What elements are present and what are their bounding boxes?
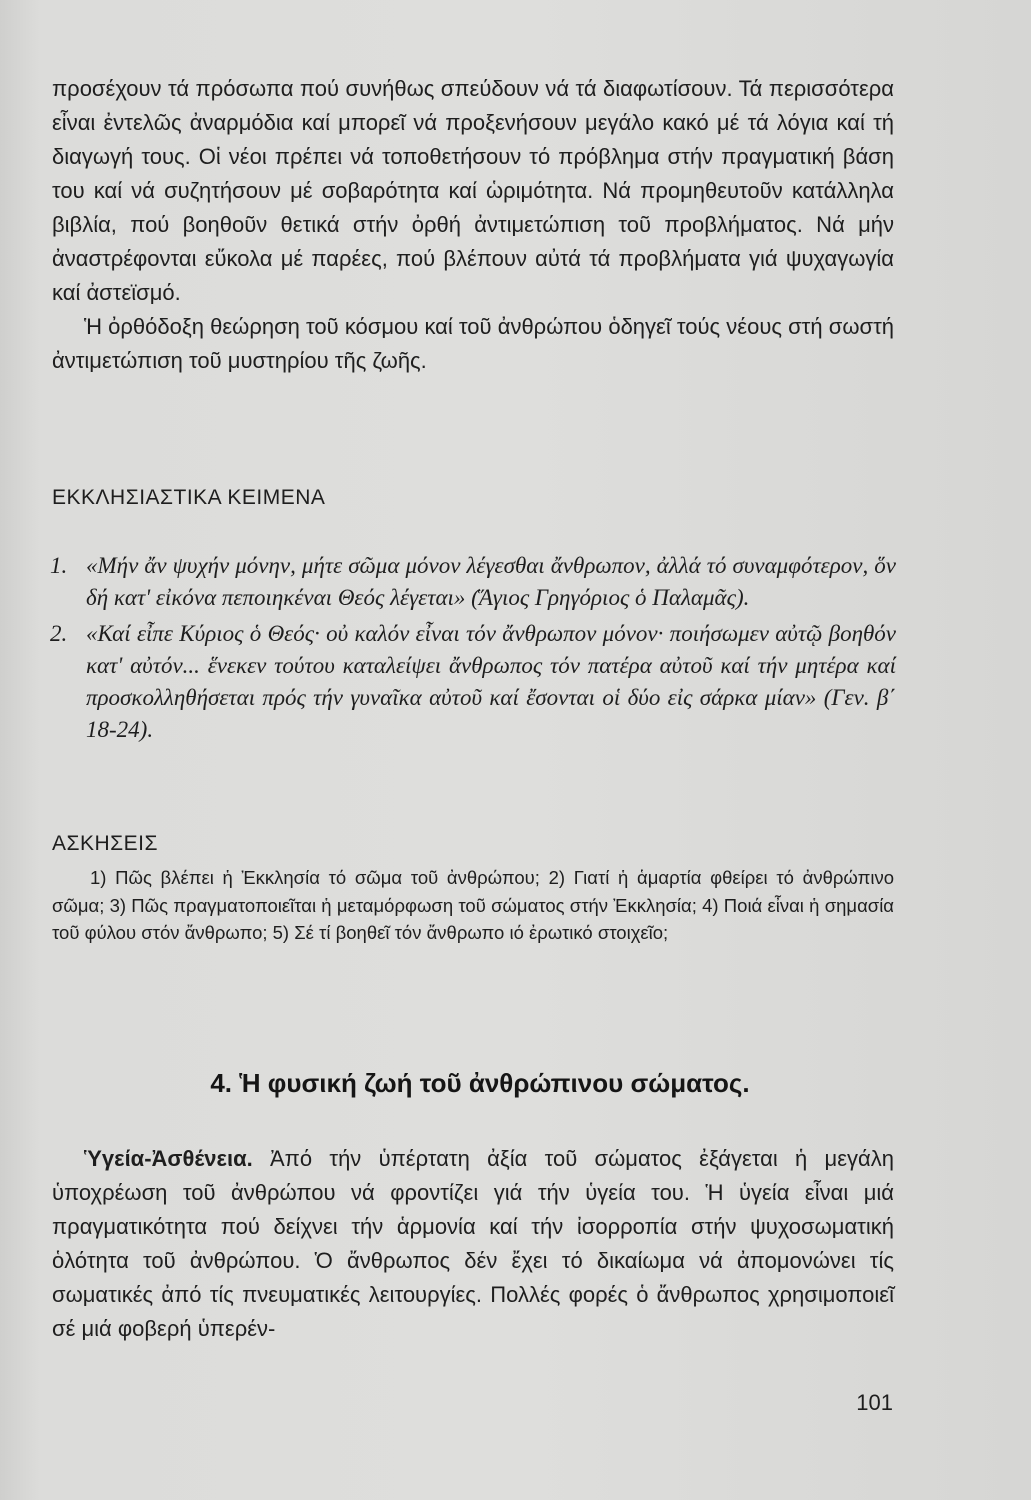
- exercises-heading: ΑΣΚΗΣΕΙΣ: [52, 832, 158, 855]
- page-number: 101: [856, 1390, 893, 1415]
- section-body: [52, 1142, 894, 1346]
- intro-paragraph-2: Ἡ ὀρθόδοξη θεώρηση τοῦ κόσμου καί τοῦ ἀνθρώπου ὁδηγεῖ τούς νέους στή σωστή ἀντιμετώπιση τοῦ μυστηρίου τῆς ζωῆς.: [52, 314, 894, 373]
- section-paragraph: [52, 1142, 894, 1346]
- intro-paragraph-1: προσέχουν τά πρόσωπα πού συνήθως σπεύδουν νά τά διαφωτίσουν. Τά περισσότερα εἶναι ἐντελῶς ἀναρμόδια καί μπορεῖ νά προξενήσουν μεγάλο κακό μέ τά λόγια καί τή διαγωγή τους. Οἱ νέοι πρέπει νά τοποθετήσουν τό πρόβλημα στήν πραγματική βάση του καί νά συζητήσουν μέ σοβαρότητα καί ὡριμότητα. Νά προμηθευτοῦν κατάλληλα βιβλία, πού βοηθοῦν θετικά στήν ὀρθή ἀντιμετώπιση τοῦ προβλήματος. Νά μήν ἀναστρέφονται εὔκολα μέ παρέες, πού βλέπουν αὐτά τά προβλήματα γιά ψυχαγωγία καί ἀστεϊσμό.: [52, 76, 894, 305]
- church-texts-list: [50, 550, 896, 750]
- section-lead: Ὑγεία-Ἀσθένεια.: [84, 1146, 253, 1171]
- quote-text: «Μήν ἄν ψυχήν μόνην, μήτε σῶμα μόνον λέγεσθαι ἄνθρωπον, ἀλλά τό συναμφότερον, ὅν δή κατ' εἰκόνα πεποιηκέναι Θεός λέγεται» (Ἅγιος Γρηγόριος ὁ Παλαμᾶς).: [86, 553, 896, 610]
- list-item: [50, 550, 896, 614]
- list-item: [50, 618, 896, 746]
- section-title: 4. Ἡ φυσική ζωή τοῦ ἀνθρώπινου σώματος.: [210, 1068, 750, 1098]
- church-texts-heading: ΕΚΚΛΗΣΙΑΣΤΙΚΑ ΚΕΙΜΕΝΑ: [52, 486, 326, 509]
- section-body-text: Ἀπό τήν ὑπέρτατη ἀξία τοῦ σώματος ἐξάγεται ἡ μεγάλη ὑποχρέωση τοῦ ἀνθρώπου νά φροντίζει γιά τήν ὑγεία του. Ἡ ὑγεία εἶναι μιά πραγματικότητα πού δείχνει τήν ἁρμονία καί τήν ἰσορροπία στήν ψυχοσωματική ὁλότητα τοῦ ἀνθρώπου. Ὁ ἄνθρωπος δέν ἔχει τό δικαίωμα νά ἀπομονώνει τίς σωματικές ἀπό τίς πνευματικές λειτουργίες. Πολλές φορές ὁ ἄνθρωπος χρησιμοποιεῖ σέ μιά φοβερή ὑπερέν-: [52, 1146, 894, 1341]
- quote-text: «Καί εἶπε Κύριος ὁ Θεός· οὐ καλόν εἶναι τόν ἄνθρωπον μόνον· ποιήσωμεν αὐτῷ βοηθόν κατ' αὐτόν... ἕνεκεν τούτου καταλείψει ἄνθρωπος τόν πατέρα αὐτοῦ καί τήν μητέρα καί προσκολληθήσεται πρός τήν γυναῖκα αὐτοῦ καί ἔσονται οἱ δύο εἰς σάρκα μίαν» (Γεν. β΄ 18-24).: [86, 621, 896, 742]
- quote-number: 2.: [50, 621, 68, 646]
- intro-text: [52, 72, 894, 378]
- quote-number: 1.: [50, 553, 68, 578]
- exercises-text: 1) Πῶς βλέπει ἡ Ἐκκλησία τό σῶμα τοῦ ἀνθρώπου; 2) Γιατί ἡ ἁμαρτία φθείρει τό ἀνθρώπινο σῶμα; 3) Πῶς πραγματοποιεῖται ἡ μεταμόρφωση τοῦ σώματος στήν Ἐκκλησία; 4) Ποιά εἶναι ἡ σημασία τοῦ φύλου στόν ἄνθρωπο; 5) Σέ τί βοηθεῖ τόν ἄνθρωπο ιό ἐρωτικό στοιχεῖο;: [52, 867, 894, 943]
